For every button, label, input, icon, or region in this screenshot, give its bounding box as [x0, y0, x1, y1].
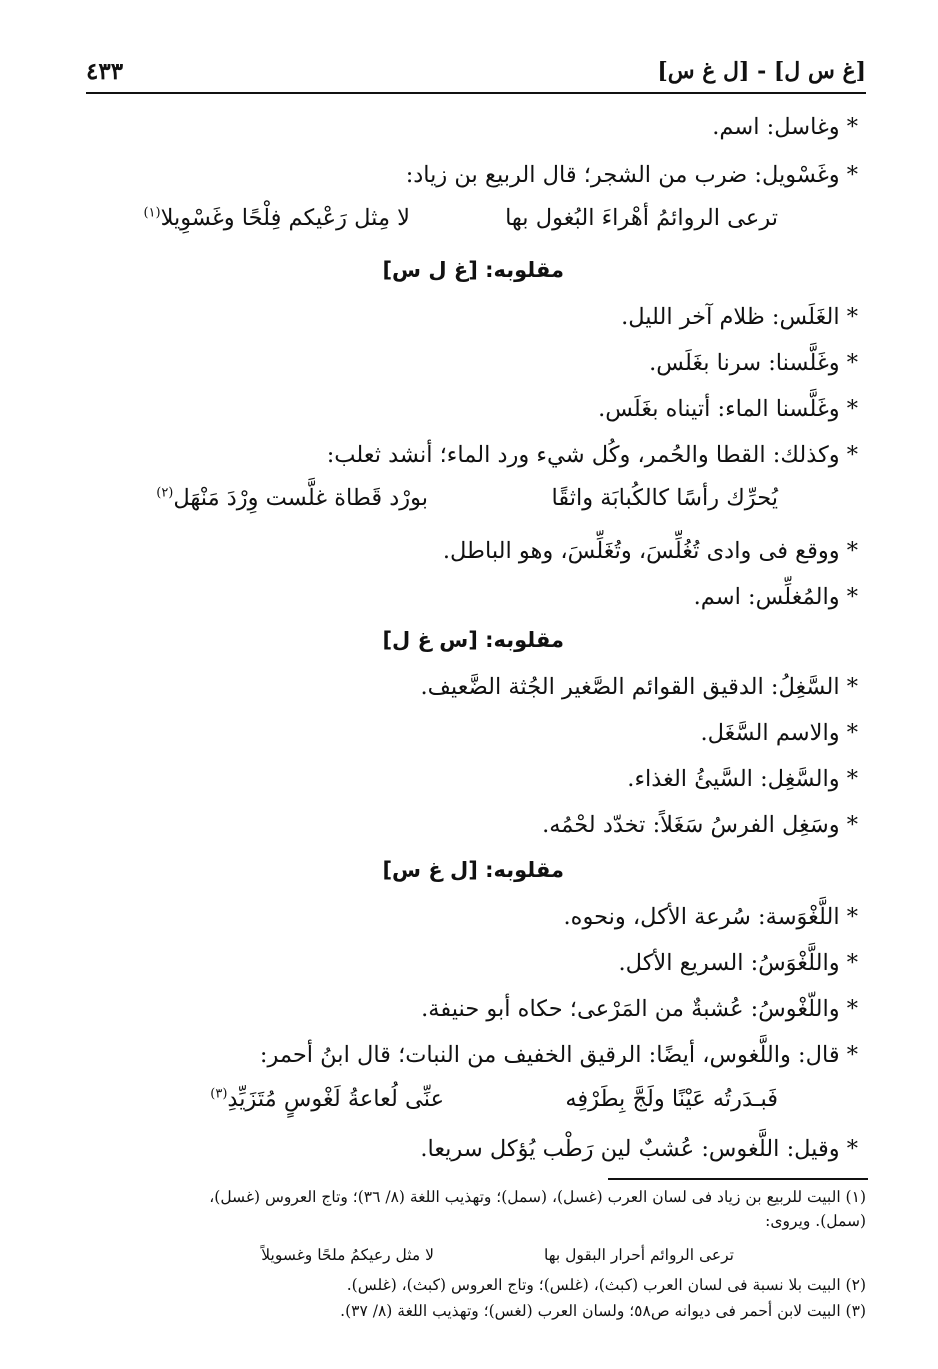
- footnote-marker: (٢): [156, 485, 174, 501]
- verse-text: عنِّى لُعاعةُ لَغْوسٍ مُتَزَيِّدِ: [227, 1086, 444, 1112]
- footnote-1-line-2: (سمل). ويروى:: [765, 1212, 866, 1230]
- footnote-marker: (٣): [210, 1086, 228, 1102]
- verse-first-hemistich: ترعى الروائمُ أهْراءَ البُغول بها: [505, 205, 778, 231]
- text-line: * السَّغِلُ: الدقيق القوائم الصَّغير الجُثة الضَّعيف.: [420, 674, 858, 700]
- text-line: * والسَّغِل: السَّيئُ الغذاء.: [627, 766, 858, 792]
- text-line: * والاسم السَّغَل.: [700, 720, 858, 746]
- text-line: * واللَّغْوَسُ: السريع الأكل.: [618, 950, 858, 976]
- page-number: ٤٣٣: [86, 58, 124, 85]
- verse-second-hemistich: [156, 485, 428, 511]
- verse-first-hemistich: يُحرِّك رأسًا كالكُبابَة واثقًا: [551, 485, 778, 511]
- text-line: * وغَلَّسنا: سرنا بغَلَس.: [649, 350, 858, 376]
- section-label: [غ س ل] - [ل غ س]: [657, 58, 866, 84]
- text-line: * وغاسل: اسم.: [712, 114, 858, 140]
- text-line: * واللّغْوسُ: عُشبةٌ من المَرْعى؛ حكاه أبو حنيفة.: [421, 996, 858, 1022]
- verse-second-hemistich: [210, 1086, 444, 1112]
- text-line: * وقيل: اللَّغوس: عُشبٌ لين رَطْب يُؤكل سريعا.: [420, 1136, 858, 1162]
- footnote-marker: (١): [143, 205, 161, 221]
- footnote-1-line-1: (١) البيت للربيع بن زياد فى لسان العرب (غسل)، (سمل)؛ وتهذيب اللغة (٨/ ٣٦)؛ وتاج العروس (غسل)،: [209, 1188, 866, 1206]
- footnote-rule: [608, 1178, 868, 1180]
- section-heading: مقلوبه: [س غ ل]: [382, 628, 564, 652]
- text-line: * وسَغِل الفرسُ سَغَلاً: تخدّد لحْمُه.: [542, 812, 858, 838]
- text-line: * ووقع فى وادى تُغُلِّسَ، وتُغَلِّسَ، وهو الباطل.: [442, 538, 858, 564]
- header-rule: [86, 92, 866, 94]
- footnote-verse-second-hemistich: لا مثل رعيكمُ ملحًا وغسويلاً: [261, 1246, 434, 1264]
- text-line: * وغَسْويل: ضرب من الشجر؛ قال الربيع بن زياد:: [405, 162, 858, 188]
- verse-text: بورْد قَطاة غلَّست وِرْدَ مَنْهَل: [173, 485, 428, 511]
- text-line: * قال: واللَّغوس، أيضًا: الرقيق الخفيف من النبات؛ قال ابنُ أحمر:: [259, 1042, 858, 1068]
- text-line: * والمُغلِّس: اسم.: [693, 584, 858, 610]
- text-line: * اللَّغْوَسة: سُرعة الأكل، ونحوه.: [563, 904, 858, 930]
- verse-first-hemistich: فَبـدَرتُه عَيْنًا ولَجَّ بِطَرْفِه: [565, 1086, 778, 1112]
- text-line: * وكذلك: القطا والحُمر، وكُل شيء ورد الماء؛ أنشد ثعلب:: [326, 442, 858, 468]
- footnote-2: (٢) البيت بلا نسبة فى لسان العرب (كبث)، (غلس)؛ وتاج العروس (كبث)، (غلس).: [346, 1276, 866, 1294]
- footnote-verse-first-hemistich: ترعى الروائم أحرار البقول بها: [544, 1246, 734, 1264]
- text-line: * الغَلَس: ظلام آخر الليل.: [621, 304, 858, 330]
- section-heading: مقلوبه: [ل غ س]: [382, 858, 564, 882]
- footnote-3: (٣) البيت لابن أحمر فى ديوانه ص٥٨؛ ولسان العرب (لغس)؛ وتهذيب اللغة (٨/ ٣٧).: [340, 1302, 866, 1320]
- section-heading: مقلوبه: [غ ل س]: [382, 258, 564, 282]
- verse-text: لا مِثل رَعْيكم فِلْحًا وغَسْوِيلا: [160, 205, 410, 231]
- verse-second-hemistich: [143, 205, 410, 231]
- text-line: * وغَلَّسنا الماء: أتيناه بغَلَس.: [598, 396, 858, 422]
